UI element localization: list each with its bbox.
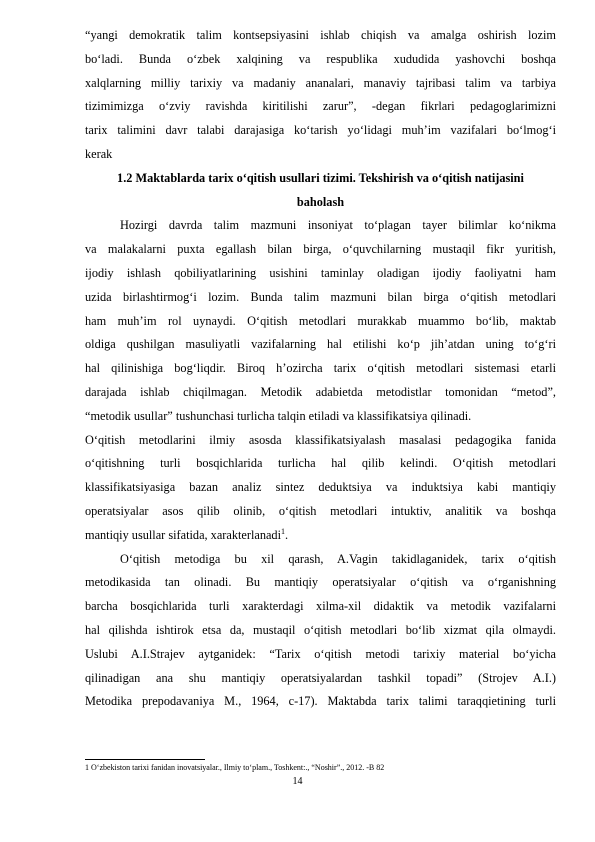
footnote: 1 O‘zbekiston tarixi fanidan inovatsiyalar., Ilmiy to‘plam., Toshkent:., “Noshir”., 2012. -B 82 [85, 763, 385, 772]
text-line: tarix talimini davr talabi darajasiga ko‘tarish yo‘lidagi muh’im vazifalari bo‘lmog‘i [85, 123, 556, 138]
page-number: 14 [292, 776, 303, 787]
text-line: Uslubi A.I.Strajev aytganidek: “Tarix o‘qitish metodi tarixiy material bo‘yicha [85, 646, 556, 661]
text-line: bo‘ladi. Bunda o‘zbek xalqining va respublika xududida yashovchi boshqa [85, 51, 556, 66]
text-span: . [285, 527, 289, 542]
text-line: xalqlarning milliy tarixiy va madaniy ananalari, manaviy tajribasi talim va tarbiya [85, 75, 556, 90]
text-line [85, 524, 556, 548]
text-line: klassifikatsiyasiga bazan analiz sintez deduktsiya va induktsiya kabi mantiqiy [85, 480, 556, 495]
text-line: darajada ishlab chiqilmagan. Metodik adabietda metodistlar tomonidan “metod”, [85, 384, 556, 399]
text-line: “yangi demokratik talim kontsepsiyasini ishlab chiqish va amalga oshirish lozim [85, 28, 556, 42]
text-line: ham muh’im rol uynaydi. O‘qitish metodlari murakkab muammo bo‘lib, maktab [85, 313, 556, 328]
footnote-divider [85, 759, 205, 760]
section-heading-line: baholash [296, 194, 345, 209]
footnote-ref: 1 [281, 526, 285, 536]
text-line: “metodik usullar” tushunchasi turlicha talqin etiladi va klassifikatsiya qilinadi. [85, 408, 472, 423]
text-line: uzida birlashtirmog‘i lozim. Bunda talim mazmuni bilan birga o‘qitish metodlari [85, 289, 556, 304]
text-line: kerak [85, 146, 113, 161]
text-line: O‘qitish metodiga bu xil qarash, A.Vagin takidlaganidek, tarix o‘qitish [120, 551, 556, 566]
text-span: mantiqiy usullar sifatida, xarakterlanadi [85, 527, 281, 542]
text-line: qilinadigan ana shu mantiqiy operatsiyalardan tashkil topadi” (Strojev A.I.) [85, 670, 556, 685]
text-line: o‘qitishning turli bosqichlarida turlicha hal qilib kelindi. O‘qitish metodlari [85, 456, 556, 471]
text-line: ijodiy ishlash qobiliyatlarining usishini taminlay oladigan ijodiy faoliyatni ham [85, 265, 556, 280]
text-line: barcha bosqichlarida turli xarakterdagi xilma-xil didaktik va metodik vazifalarni [85, 599, 556, 614]
text-line: tizimimizga o‘zviy ravishda kiritilishi zarur”, -degan fikrlari pedagoglarimizni [85, 99, 556, 114]
text-line: hal qilishda ishtirok etsa da, mustaqil o‘qitish metodlari bo‘lib xizmat qila olmaydi. [85, 622, 556, 637]
text-line: Hozirgi davrda talim mazmuni insoniyat to‘plagan tayer bilimlar ko‘nikma [120, 218, 556, 233]
text-line: O‘qitish metodlarini ilmiy asosda klassifikatsiyalash masalasi pedagogika fanida [85, 432, 556, 447]
text-line: va malakalarni puxta egallash bilan birga, o‘quvchilarning mustaqil fikr yuritish, [85, 242, 556, 257]
text-line: metodikasida tan olinadi. Bu mantiqiy operatsiyalar o‘qitish va o‘rganishning [85, 575, 556, 590]
text-line: oldiga qushilgan masuliyatli vazifalarning hal etilishi ko‘p jih’atdan uning to‘g‘ri [85, 337, 556, 352]
document-body [85, 24, 556, 714]
text-line: operatsiyalar asos qilib olinib, o‘qitish metodlari intuktiv, analitik va boshqa [85, 503, 556, 518]
text-line: Metodika prepodavaniya M., 1964, c-17). Maktabda tarix talimi taraqqietining turli [85, 694, 556, 709]
text-line: hal qilinishiga bog‘liqdir. Biroq h’ozircha tarix o‘qitish metodlari sistemasi etarli [85, 361, 556, 376]
section-heading-line: 1.2 Maktablarda tarix o‘qitish usullari tizimi. Tekshirish va o‘qitish natijasini [117, 170, 524, 185]
